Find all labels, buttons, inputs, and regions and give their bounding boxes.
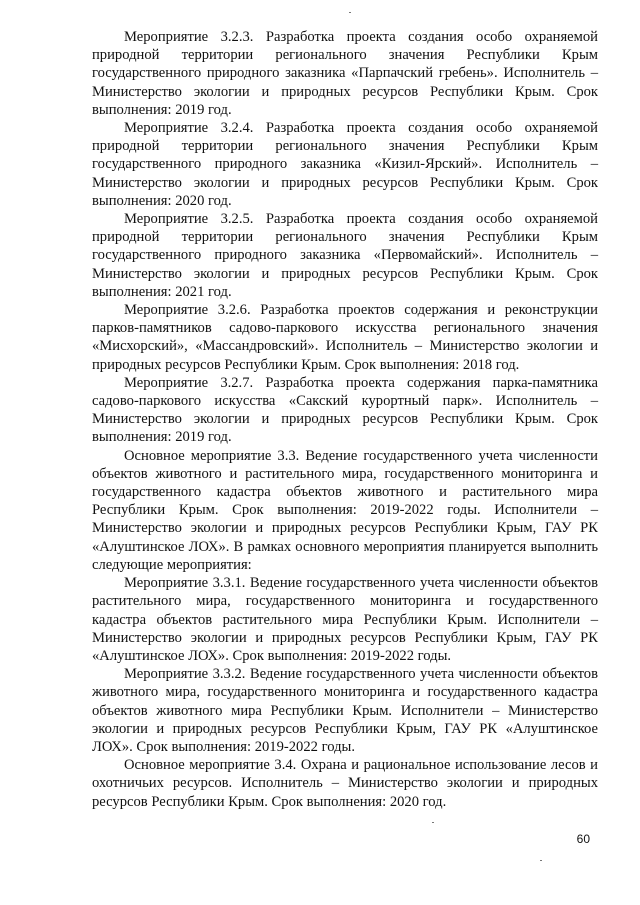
paragraph-main-measure-3-3: Основное мероприятие 3.3. Ведение государственного учета численности объектов животного и растительного мира, государственного мониторинга и государственного кадастра объектов животного и растительного мира Республики Крым. Срок выполнения: 2019-2022 годы. Исполнители – Министерство экологии и природных ресурсов Республики Крым, ГАУ РК «Алуштинское ЛОХ». В рамках основного мероприятия планируется выполнить следующие мероприятия: (92, 447, 598, 573)
paragraph-measure-3-2-3: Мероприятие 3.2.3. Разработка проекта создания особо охраняемой природной территории регионального значения Республики Крым государственного природного заказника «Парпачский гребень». Исполнитель – Министерство экологии и природных ресурсов Республики Крым. Срок выполнения: 2019 год. (92, 29, 598, 118)
paragraph-measure-3-2-6: Мероприятие 3.2.6. Разработка проектов содержания и реконструкции парков-памятников садово-паркового искусства регионального значения «Мисхорский», «Массандровский». Исполнитель – Министерство экологии и природных ресурсов Республики Крым. Срок выполнения: 2018 год. (92, 302, 598, 373)
paragraph-measure-3-3-2: Мероприятие 3.3.2. Ведение государственного учета численности объектов животного мира, государственного мониторинга и государственного кадастра объектов животного мира Республики Крым. Исполнители – Министерство экологии и природных ресурсов Республики Крым, ГАУ РК «Алуштинское ЛОХ». Срок выполнения: 2019-2022 годы. (92, 666, 598, 755)
paragraph-measure-3-3-1: Мероприятие 3.3.1. Ведение государственного учета численности объектов растительного мира, государственного мониторинга и государственного кадастра объектов растительного мира Республики Крым. Исполнители – Министерство экологии и природных ресурсов Республики Крым, ГАУ РК «Алуштинское ЛОХ». Срок выполнения: 2019-2022 годы. (92, 575, 598, 664)
document-body (92, 28, 598, 811)
scan-speck (349, 12, 351, 13)
paragraph-main-measure-3-4: Основное мероприятие 3.4. Охрана и рациональное использование лесов и охотничьих ресурсов. Исполнитель – Министерство экологии и природных ресурсов Республики Крым. Срок выполнения: 2020 год. (92, 757, 598, 810)
scan-speck (432, 822, 434, 823)
paragraph-measure-3-2-4: Мероприятие 3.2.4. Разработка проекта создания особо охраняемой природной территории регионального значения Республики Крым государственного природного заказника «Кизил-Ярский». Исполнитель – Министерство экологии и природных ресурсов Республики Крым. Срок выполнения: 2020 год. (92, 120, 598, 209)
paragraph-measure-3-2-5: Мероприятие 3.2.5. Разработка проекта создания особо охраняемой природной территории регионального значения Республики Крым государственного природного заказника «Первомайский». Исполнитель – Министерство экологии и природных ресурсов Республики Крым. Срок выполнения: 2021 год. (92, 211, 598, 300)
scan-speck (540, 860, 542, 861)
paragraph-measure-3-2-7: Мероприятие 3.2.7. Разработка проекта содержания парка-памятника садово-паркового искусства «Сакский курортный парк». Исполнитель – Министерство экологии и природных ресурсов Республики Крым. Срок выполнения: 2019 год. (92, 374, 598, 446)
page-number: 60 (576, 832, 590, 846)
